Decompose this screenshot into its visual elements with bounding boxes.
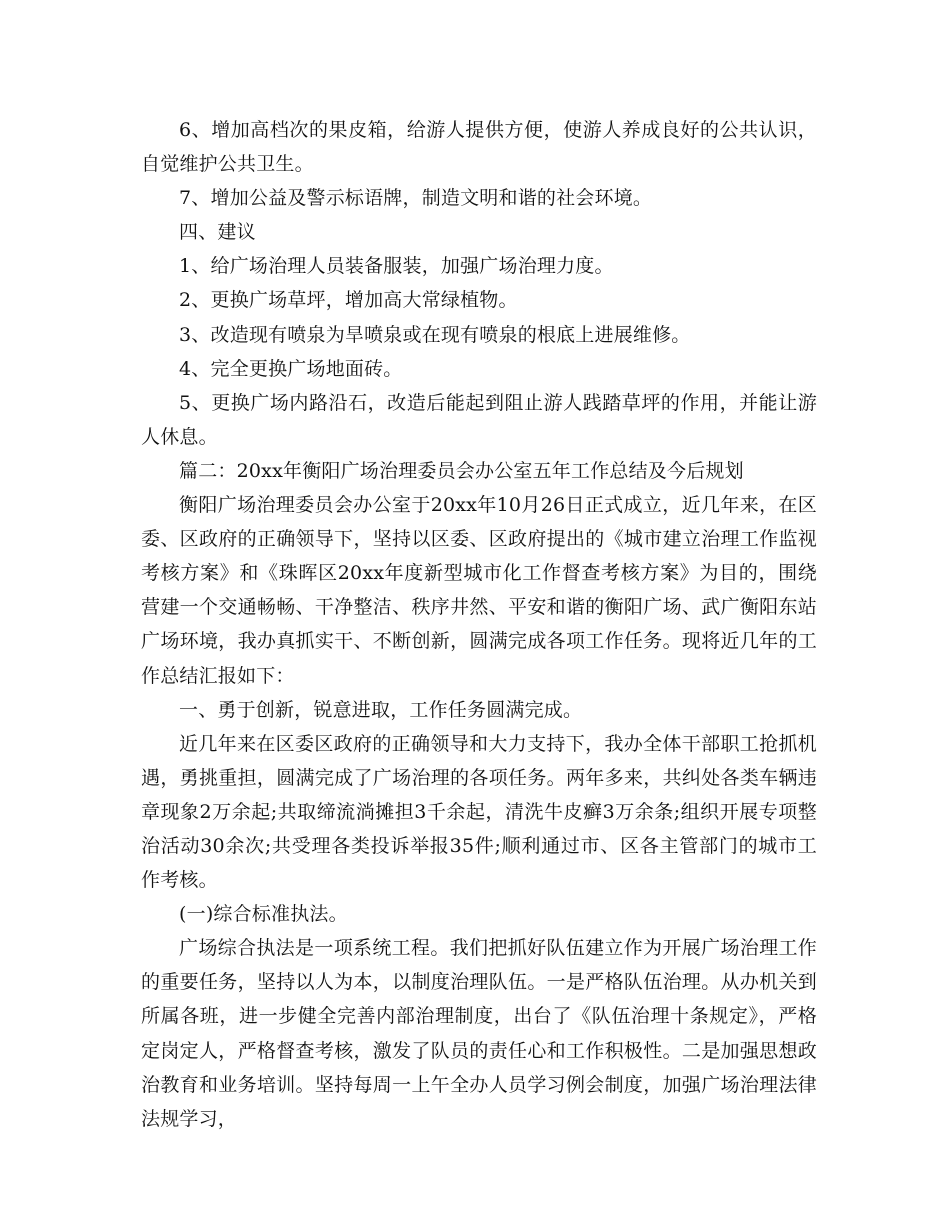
paragraph-suggestion-4: 4、完全更换广场地面砖。 xyxy=(179,357,403,380)
paragraph-suggestion-1: 1、给广场治理人员装备服装，加强广场治理力度。 xyxy=(179,255,614,278)
paragraph-fruit-bins: 6、增加高档次的果皮箱，给游人提供方便，使游人养成良好的公共认识，自觉维护公共卫生。 xyxy=(141,119,817,176)
section-heading-suggestions: 四、建议 xyxy=(179,221,256,244)
subheading-law-enforcement: (一)综合标准执法。 xyxy=(179,903,348,926)
paragraph-signboards: 7、增加公益及警示标语牌，制造文明和谐的社会环境。 xyxy=(179,187,653,210)
chapter-title: 篇二：20xx年衡阳广场治理委员会办公室五年工作总结及今后规划 xyxy=(179,459,744,482)
paragraph-suggestion-2: 2、更换广场草坪，增加高大常绿植物。 xyxy=(179,289,518,312)
document-body xyxy=(141,113,817,1136)
paragraph-team-building: 广场综合执法是一项系统工程。我们把抓好队伍建立作为开展广场治理工作的重要任务，坚持以人为本，以制度治理队伍。一是严格队伍治理。从办机关到所属各班，进一步健全完善内部治理制度，出台了《队伍治理十条规定》，严格定岗定人，严格督查考核，激发了队员的责任心和工作积极性。二是加强思想政治教育和业务培训。坚持每周一上午全办人员学习例会制度，加强广场治理法律法规学习， xyxy=(141,937,817,1130)
paragraph-suggestion-5: 5、更换广场内路沿石，改造后能起到阻止游人践踏草坪的作用，并能让游人休息。 xyxy=(141,391,817,448)
paragraph-suggestion-3: 3、改造现有喷泉为旱喷泉或在现有喷泉的根底上进展维修。 xyxy=(179,323,691,346)
section-heading-innovation: 一、勇于创新，锐意进取，工作任务圆满完成。 xyxy=(179,698,583,721)
paragraph-intro: 衡阳广场治理委员会办公室于20xx年10月26日正式成立，近几年来，在区委、区政府的正确领导下，坚持以区委、区政府提出的《城市建立治理工作监视考核方案》和《珠晖区20xx年度新型城市化工作督查考核方案》为目的，围绕营建一个交通畅畅、干净整洁、秩序井然、平安和谐的衡阳广场、武广衡阳东站广场环境，我办真抓实干、不断创新，圆满完成各项工作任务。现将近几年的工作总结汇报如下： xyxy=(141,494,817,687)
paragraph-achievements: 近几年来在区委区政府的正确领导和大力支持下，我办全体干部职工抢抓机遇，勇挑重担，圆满完成了广场治理的各项任务。两年多来，共纠处各类车辆违章现象2万余起;共取缔流淌摊担3千余起，清洗牛皮癣3万余条;组织开展专项整治活动30余次;共受理各类投诉举报35件;顺利通过市、区各主管部门的城市工作考核。 xyxy=(141,732,817,892)
